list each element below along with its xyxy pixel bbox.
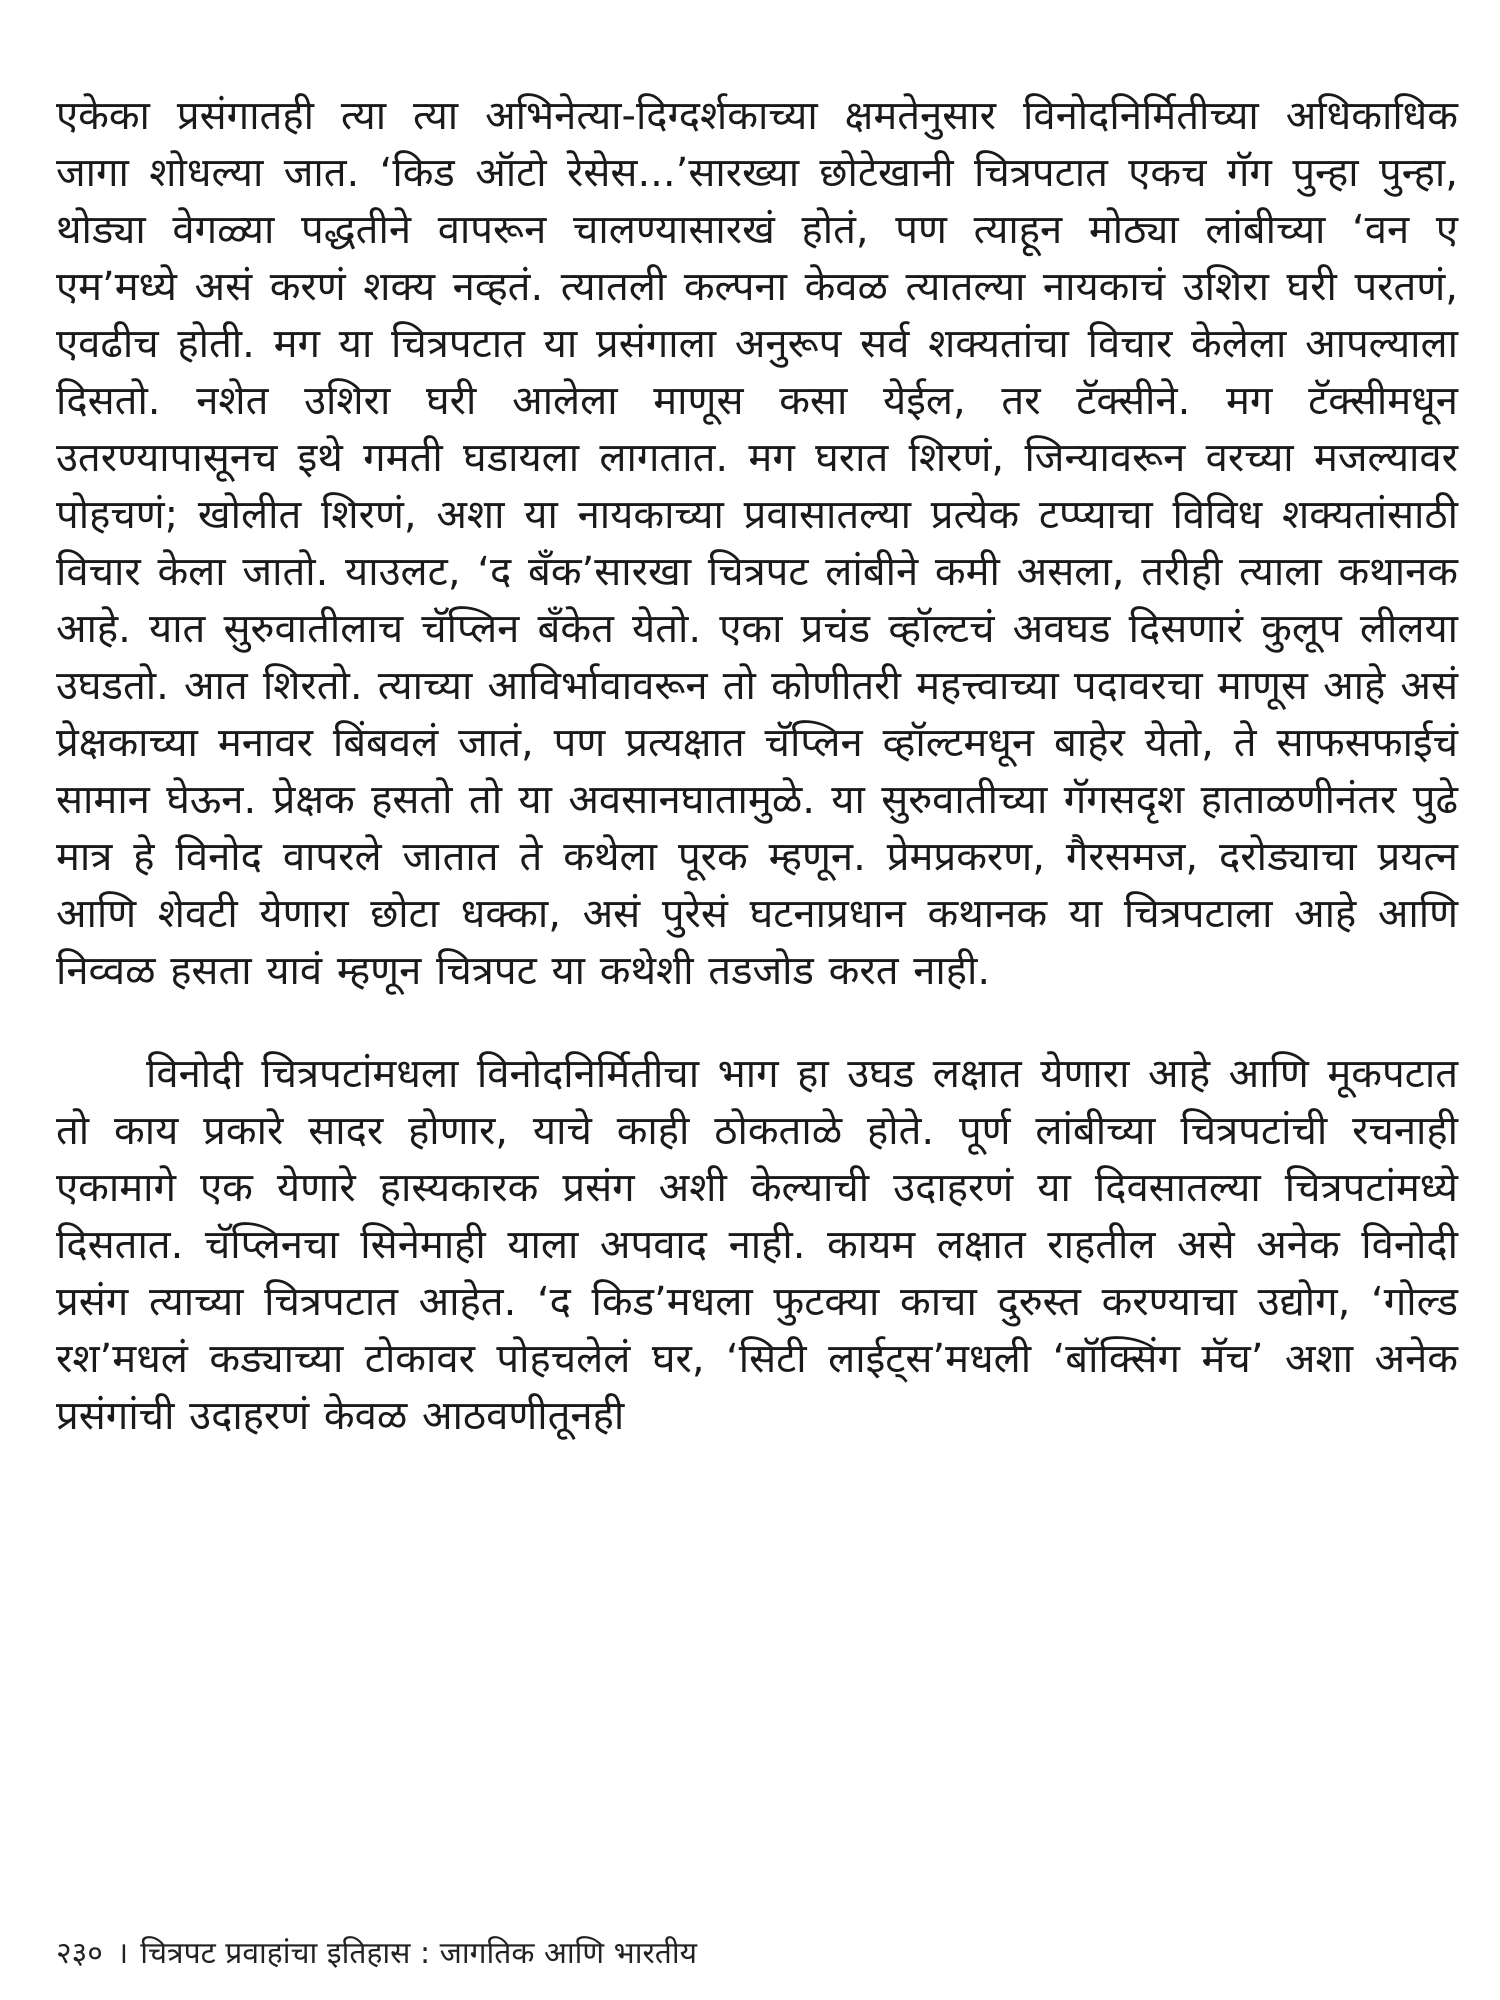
body-text	[56, 88, 1458, 1445]
paragraph-1: एकेका प्रसंगातही त्या त्या अभिनेत्या-दिग्दर्शकाच्या क्षमतेनुसार विनोदनिर्मितीच्या अधिकाधिक जागा शोधल्या जात. ‘किड ऑटो रेसेस...’सारख्या छोटेखानी चित्रपटात एकच गॅग पुन्हा पुन्हा, थोड्या वेगळ्या पद्धतीने वापरून चालण्यासारखं होतं, पण त्याहून मोठ्या लांबीच्या ‘वन ए एम’मध्ये असं करणं शक्य नव्हतं. त्यातली कल्पना केवळ त्यातल्या नायकाचं उशिरा घरी परतणं, एवढीच होती. मग या चित्रपटात या प्रसंगाला अनुरूप सर्व शक्यतांचा विचार केलेला आपल्याला दिसतो. नशेत उशिरा घरी आलेला माणूस कसा येईल, तर टॅक्सीने. मग टॅक्सीमधून उतरण्यापासूनच इथे गमती घडायला लागतात. मग घरात शिरणं, जिन्यावरून वरच्या मजल्यावर पोहचणं; खोलीत शिरणं, अशा या नायकाच्या प्रवासातल्या प्रत्येक टप्प्याचा विविध शक्यतांसाठी विचार केला जातो. याउलट, ‘द बँक’सारखा चित्रपट लांबीने कमी असला, तरीही त्याला कथानक आहे. यात सुरुवातीलाच चॅप्लिन बँकेत येतो. एका प्रचंड व्हॉल्टचं अवघड दिसणारं कुलूप लीलया उघडतो. आत शिरतो. त्याच्या आविर्भावावरून तो कोणीतरी महत्त्वाच्या पदावरचा माणूस आहे असं प्रेक्षकाच्या मनावर बिंबवलं जातं, पण प्रत्यक्षात चॅप्लिन व्हॉल्टमधून बाहेर येतो, ते साफसफाईचं सामान घेऊन. प्रेक्षक हसतो तो या अवसानघातामुळे. या सुरुवातीच्या गॅगसदृश हाताळणीनंतर पुढे मात्र हे विनोद वापरले जातात ते कथेला पूरक म्हणून. प्रेमप्रकरण, गैरसमज, दरोड्याचा प्रयत्न आणि शेवटी येणारा छोटा धक्का, असं पुरेसं घटनाप्रधान कथानक या चित्रपटाला आहे आणि निव्वळ हसता यावं म्हणून चित्रपट या कथेशी तडजोड करत नाही.	[56, 93, 1458, 994]
paragraph-2: विनोदी चित्रपटांमधला विनोदनिर्मितीचा भाग हा उघड लक्षात येणारा आहे आणि मूकपटात तो काय प्रकारे सादर होणार, याचे काही ठोकताळे होते. पूर्ण लांबीच्या चित्रपटांची रचनाही एकामागे एक येणारे हास्यकारक प्रसंग अशी केल्याची उदाहरणं या दिवसातल्या चित्रपटांमध्ये दिसतात. चॅप्लिनचा सिनेमाही याला अपवाद नाही. कायम लक्षात राहतील असे अनेक विनोदी प्रसंग त्याच्या चित्रपटात आहेत. ‘द किड’मधला फुटक्या काचा दुरुस्त करण्याचा उद्योग, ‘गोल्ड रश’मधलं कड्याच्या टोकावर पोहचलेलं घर, ‘सिटी लाईट्स’मधली ‘बॉक्सिंग मॅच’ अशा अनेक प्रसंगांची उदाहरणं केवळ आठवणीतूनही	[56, 1051, 1458, 1439]
page-footer	[56, 1936, 697, 1972]
page-number: २३०	[56, 1936, 103, 1971]
book-title: चित्रपट प्रवाहांचा इतिहास : जागतिक आणि भारतीय	[140, 1936, 698, 1971]
footer-separator: ।	[116, 1936, 129, 1971]
